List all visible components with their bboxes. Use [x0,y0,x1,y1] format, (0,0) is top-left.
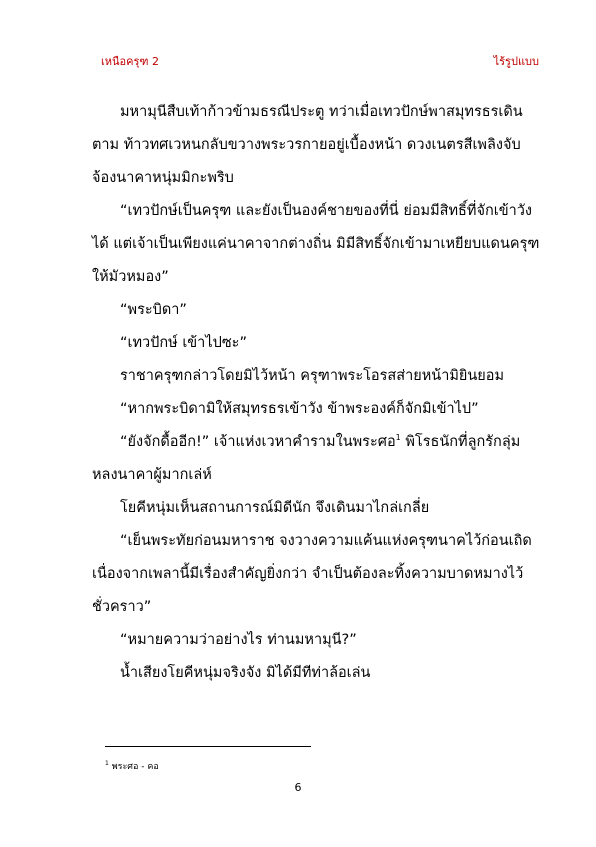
paragraph-7 [92,426,544,492]
footnote-marker: 1 [105,760,109,767]
paragraph-5: ราชาครุฑกล่าวโดยมิไว้หน้า ครุฑาพระโอรสส่ายหน้ามิยินยอม [120,368,505,384]
paragraph-6: “หากพระบิดามิให้สมุทรธรเข้าวัง ข้าพระองค์ก็จักมิเข้าไป” [120,401,479,417]
paragraph-7-continued: พิโรธนักที่ลูกรักลุ่มหลงนาคาผู้มากเล่ห์ [92,434,521,483]
paragraph-4: “เทวปักษ์ เข้าไปซะ” [120,335,247,351]
footnote-separator [105,746,311,747]
running-header-author: ไร้รูปแบบ [493,55,539,68]
page-number: 6 [294,781,302,794]
paragraph-10: “หมายความว่าอย่างไร ท่านมหามุนี?” [120,632,357,648]
paragraph-1: มหามุนีสืบเท้าก้าวข้ามธรณีประตู ทว่าเมื่อเทวปักษ์พาสมุทรธรเดินตาม ท้าวทศเวหนกลับขวางพระวรกายอยู่เบื้องหน้า ดวงเนตรสีเพลิงจับจ้องนาคาหนุ่มมิกะพริบ [92,104,523,186]
running-header-title: เหนือครุฑ 2 [101,55,160,68]
paragraph-8: โยคีหนุ่มเห็นสถานการณ์มิดีนัก จึงเดินมาไกล่เกลี่ย [120,500,430,516]
paragraph-9: “เย็นพระทัยก่อนมหาราช จงวางความแค้นแห่งครุฑนาคไว้ก่อนเถิด เนื่องจากเพลานี้มีเรื่องสำคัญยิ่งกว่า จำเป็นต้องละทิ้งความบาดหมางไว้ชั่วคราว” [92,533,532,615]
footnote-text: พระศอ - คอ [108,762,159,772]
paragraph-7-text: “ยังจักดื้ออีก!” เจ้าแห่งเวหาคำรามในพระศอ [120,434,396,450]
footnote [105,759,159,773]
paragraph-3: “พระบิดา” [120,302,187,318]
footnote-reference[interactable]: 1 [395,433,401,443]
body-text [92,96,544,690]
paragraph-2: “เทวปักษ์เป็นครุฑ และยังเป็นองค์ชายของที่นี่ ย่อมมีสิทธิ์ที่จักเข้าวังได้ แต่เจ้าเป็นเพียงแค่นาคาจากต่างถิ่น มิมีสิทธิ์จักเข้ามาเหยียบแดนครุฑให้มัวหมอง” [92,203,540,285]
paragraph-11: น้ำเสียงโยคีหนุ่มจริงจัง มิได้มีทีท่าล้อเล่น [120,665,371,681]
